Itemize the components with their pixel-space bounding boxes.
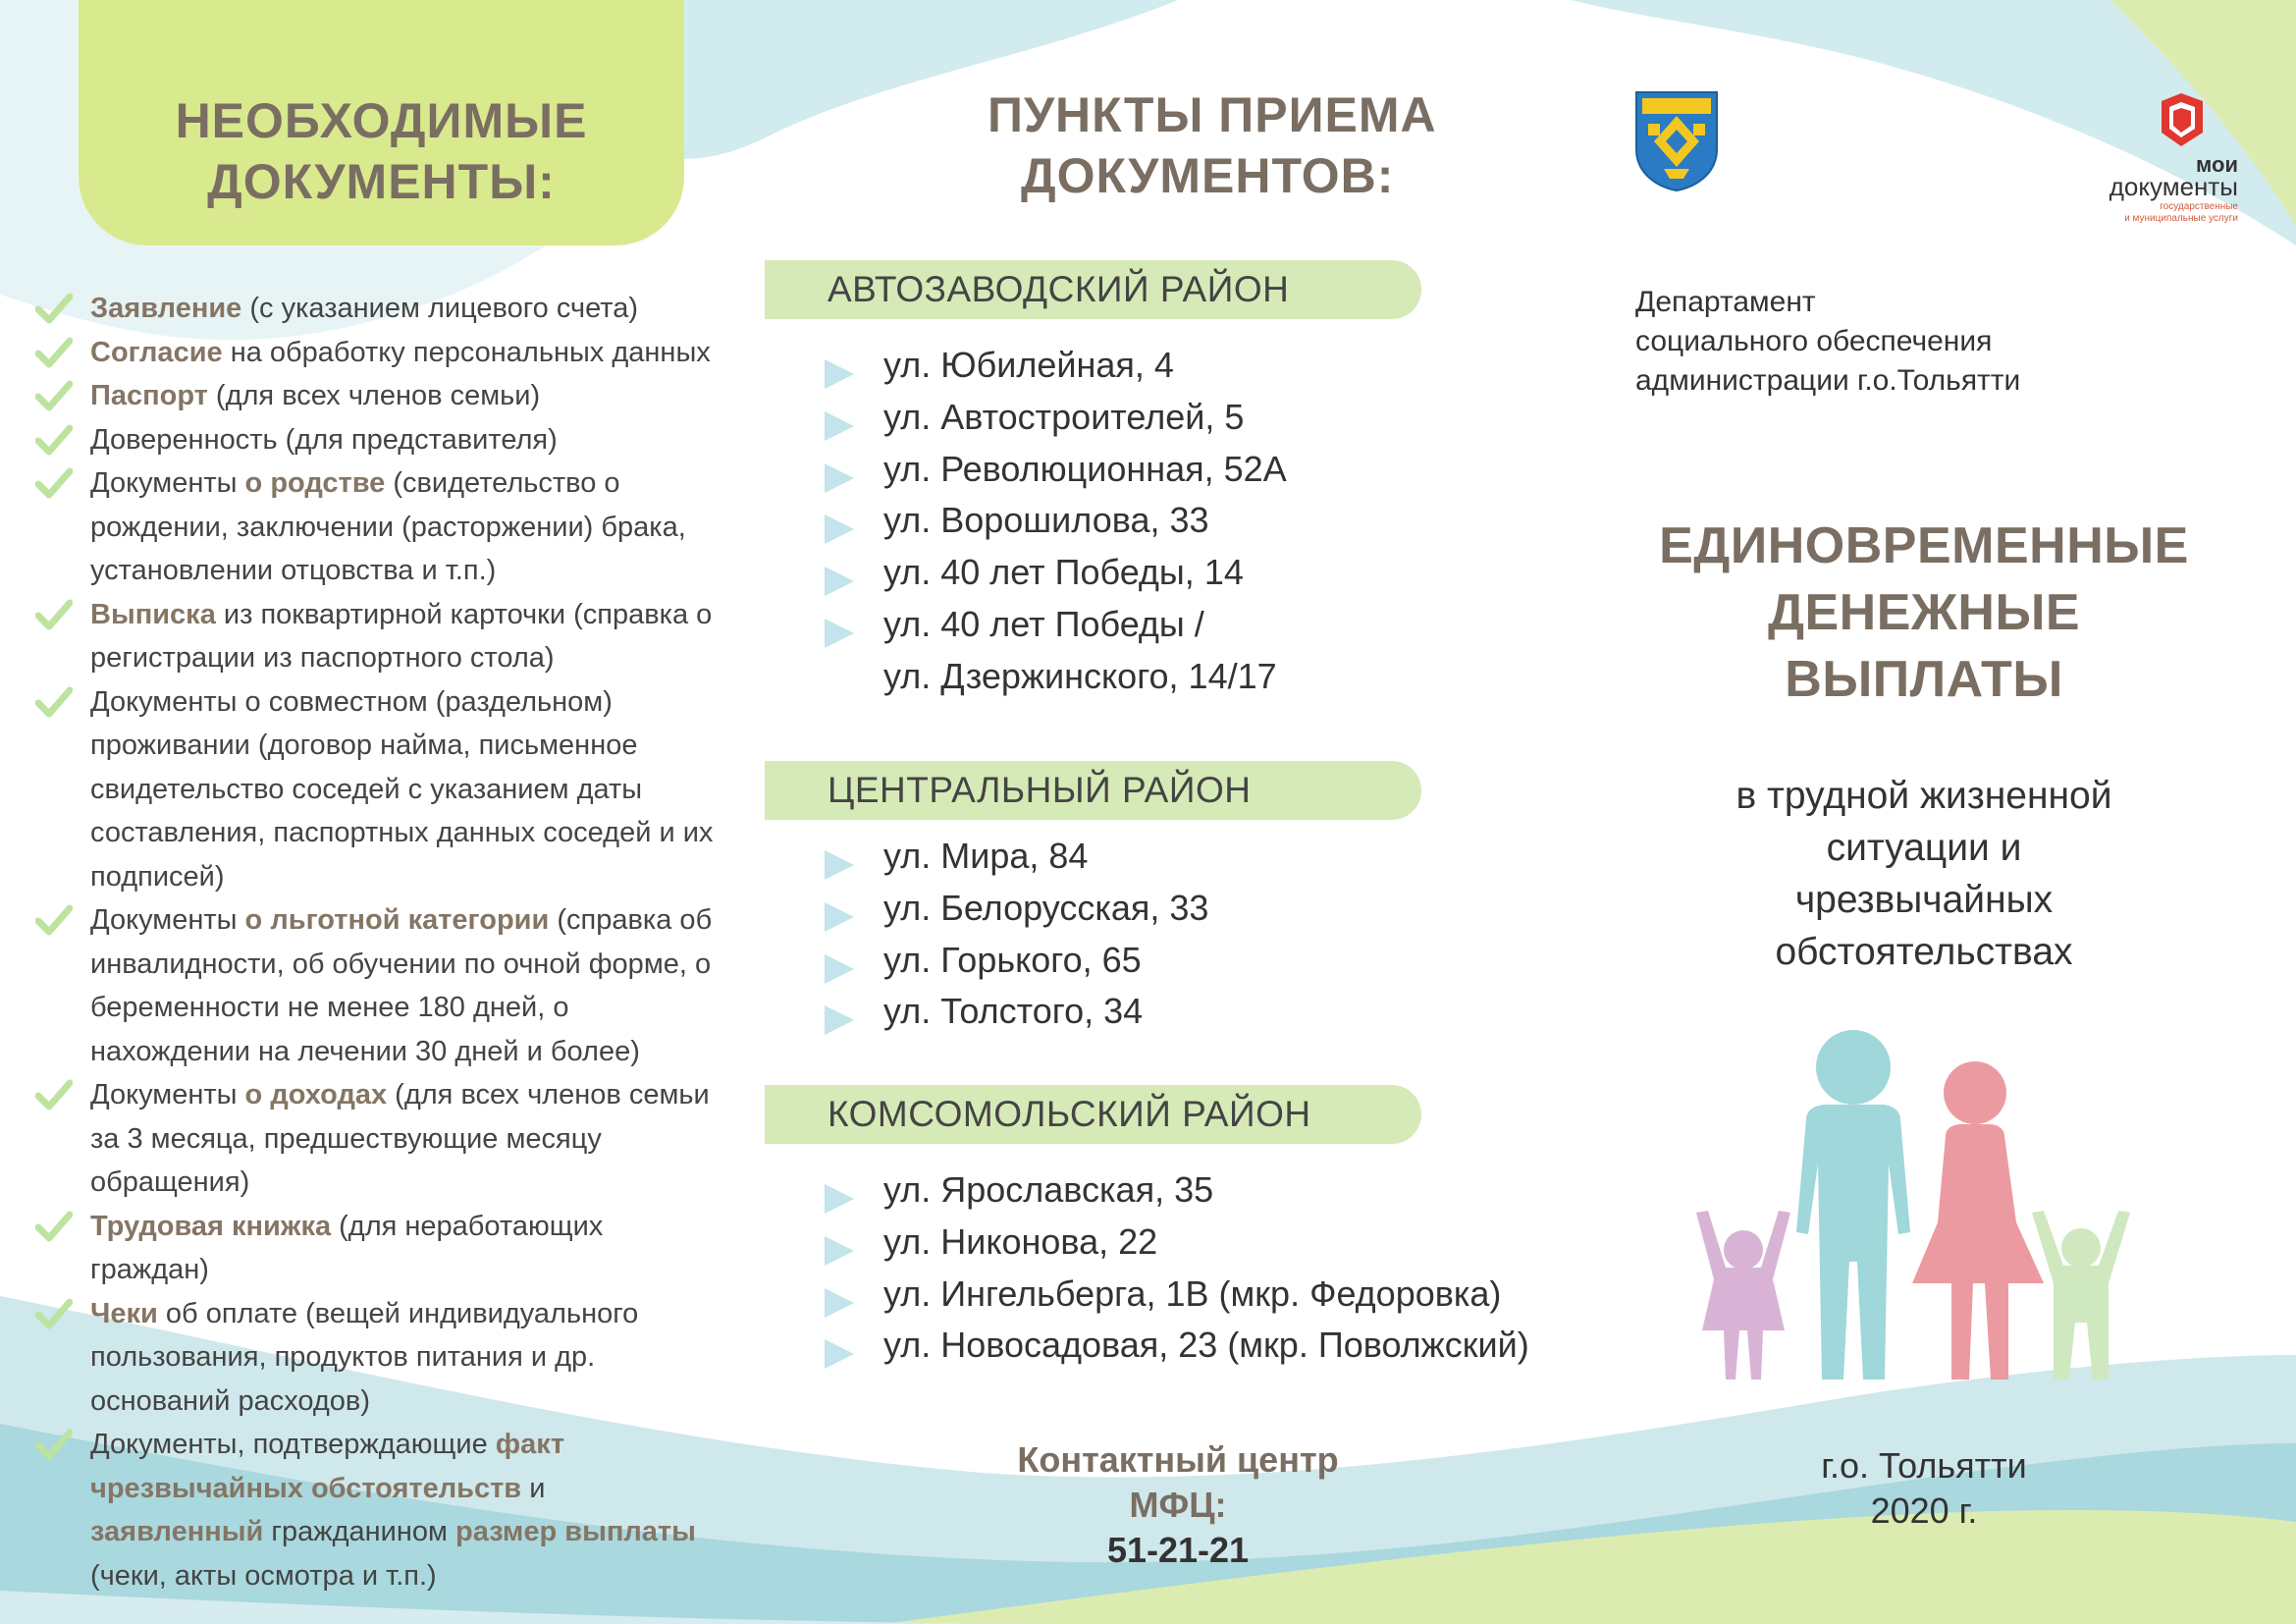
- address-text: ул. Автостроителей, 5: [883, 396, 1245, 437]
- check-icon: [35, 1211, 73, 1242]
- subtitle-line1: в трудной жизненной: [1735, 775, 2112, 817]
- department-line2: социального обеспечения: [1635, 325, 1993, 357]
- doc-item-text: Документы о совместном (раздельном) проживании (договор найма, письменное свидетельство соседей с указанием даты составления, паспортных данных соседей и их подписей): [90, 685, 714, 893]
- doc-item-bold: Выписка: [90, 598, 216, 630]
- check-icon: [35, 1079, 73, 1110]
- doc-item-bold: размер выплаты: [455, 1516, 696, 1547]
- address-item: [823, 986, 1628, 1038]
- my-documents-logo-sub1: государственные: [2160, 201, 2238, 212]
- address-text: ул. Дзержинского, 14/17: [883, 655, 1277, 696]
- address-text: ул. Мира, 84: [883, 836, 1089, 876]
- family-illustration-icon: [1688, 1026, 2140, 1380]
- address-text: ул. Ингельберга, 1В (мкр. Федоровка): [883, 1272, 1502, 1314]
- address-item: [823, 599, 1628, 651]
- arrow-icon: [825, 411, 854, 441]
- doc-item-text: (с указанием лицевого счета): [241, 293, 639, 324]
- arrow-icon: [825, 567, 854, 596]
- city-and-year: [1728, 1443, 2120, 1534]
- check-icon: [35, 599, 73, 630]
- district-header-central: ЦЕНТРАЛЬНЫЙ РАЙОН: [765, 761, 1421, 820]
- check-icon: [35, 467, 73, 499]
- address-list-avtozavodsky: [823, 340, 1628, 703]
- main-title-line1: ЕДИНОВРЕМЕННЫЕ: [1659, 517, 2189, 574]
- doc-item-passport: [35, 374, 722, 418]
- doc-item-text: Документы, подтверждающие: [90, 1429, 496, 1460]
- doc-item-kinship: [35, 461, 722, 593]
- check-icon: [35, 904, 73, 936]
- check-icon: [35, 424, 73, 456]
- doc-item-residence: [35, 680, 722, 899]
- address-list-central: [823, 831, 1628, 1038]
- doc-item-work-book: [35, 1205, 722, 1292]
- doc-item-bold: Заявление: [90, 293, 242, 324]
- contact-center: [962, 1437, 1394, 1573]
- documents-title-line2: ДОКУМЕНТЫ:: [207, 154, 556, 209]
- address-item: [823, 883, 1628, 935]
- subtitle-line3: чрезвычайных: [1794, 879, 2054, 921]
- doc-item-consent: [35, 331, 722, 375]
- doc-item-text: гражданином: [263, 1516, 456, 1547]
- department-name: [1635, 283, 2224, 401]
- arrow-icon: [825, 514, 854, 544]
- doc-item-receipts: [35, 1292, 722, 1424]
- contact-label: Контактный центр: [1017, 1439, 1339, 1480]
- reception-points-title-line1: ПУНКТЫ ПРИЕМА: [988, 87, 1437, 142]
- check-icon: [35, 337, 73, 368]
- address-text: ул. Никонова, 22: [883, 1220, 1158, 1262]
- reception-points-title-line2: ДОКУМЕНТОВ:: [1021, 148, 1395, 203]
- documents-title-line1: НЕОБХОДИМЫЕ: [175, 93, 588, 148]
- doc-item-bold: заявленный: [90, 1516, 264, 1547]
- doc-item-text: (для всех членов семьи за 3 месяца, предшествующие месяцу обращения): [90, 1079, 710, 1198]
- my-documents-logo-top: мои: [2196, 152, 2238, 177]
- doc-item-text: и: [521, 1472, 546, 1504]
- doc-item-text: из поквартирной карточки (справка о регистрации из паспортного стола): [90, 598, 713, 674]
- arrow-icon: [825, 954, 854, 984]
- address-item: [823, 1217, 1628, 1269]
- address-item: [823, 831, 1628, 883]
- doc-item-text: об оплате (вещей индивидуального пользования, продуктов питания и др. оснований расходов): [90, 1297, 639, 1417]
- main-title: [1629, 513, 2218, 713]
- address-text: ул. Юбилейная, 4: [883, 345, 1174, 385]
- doc-item-text: Доверенность (для представителя): [90, 423, 558, 456]
- doc-item-text: (для неработающих граждан): [90, 1210, 604, 1285]
- doc-item-bold: о доходах: [244, 1079, 388, 1110]
- doc-item-emergency-proof: [35, 1423, 722, 1597]
- address-text: ул. Толстого, 34: [883, 991, 1144, 1032]
- department-line3: администрации г.о.Тольятти: [1635, 364, 2021, 397]
- doc-item-text: (чеки, акты осмотра и т.п.): [90, 1559, 437, 1592]
- city-name: г.о. Тольятти: [1821, 1445, 2027, 1486]
- address-item: [823, 1164, 1628, 1217]
- address-list-komsomolsky: [823, 1164, 1628, 1372]
- arrow-icon: [825, 359, 854, 389]
- doc-item-income: [35, 1073, 722, 1205]
- arrow-icon: [825, 902, 854, 932]
- year: 2020 г.: [1870, 1490, 1978, 1531]
- doc-item-text: Документы: [90, 467, 245, 499]
- doc-item-bold: Согласие: [90, 336, 223, 368]
- doc-item-bold: о родстве: [244, 467, 386, 499]
- address-text: ул. Ворошилова, 33: [883, 500, 1209, 541]
- check-icon: [35, 380, 73, 411]
- doc-item-application: [35, 287, 722, 331]
- main-title-line3: ВЫПЛАТЫ: [1785, 651, 2063, 708]
- address-text: ул. Революционная, 52А: [883, 448, 1287, 489]
- my-documents-logo-main: документы: [2109, 172, 2238, 201]
- district-header-komsomolsky: КОМСОМОЛЬСКИЙ РАЙОН: [765, 1085, 1421, 1144]
- address-item: [823, 340, 1628, 392]
- address-item: [823, 935, 1628, 987]
- documents-title: [79, 90, 684, 212]
- address-item: [823, 1320, 1628, 1372]
- address-text: ул. Белорусская, 33: [883, 887, 1209, 928]
- arrow-icon: [825, 850, 854, 880]
- district-header-avtozavodsky: АВТОЗАВОДСКИЙ РАЙОН: [765, 260, 1421, 319]
- arrow-icon: [825, 463, 854, 493]
- check-icon: [35, 686, 73, 718]
- my-documents-logo-icon: [2158, 93, 2207, 146]
- my-documents-logo: [2022, 93, 2238, 231]
- check-icon: [35, 1298, 73, 1329]
- subtitle-line4: обстоятельствах: [1775, 931, 2073, 973]
- city-emblem-icon: [1634, 90, 1719, 192]
- doc-item-bold: Чеки: [90, 1297, 158, 1329]
- address-text: ул. Ярославская, 35: [883, 1169, 1214, 1210]
- doc-item-text: Документы: [90, 1079, 245, 1110]
- doc-item-power-of-attorney: [35, 418, 722, 462]
- address-item: [823, 392, 1628, 444]
- arrow-icon: [825, 1236, 854, 1266]
- address-text: ул. Новосадовая, 23 (мкр. Поволжский): [883, 1325, 1529, 1366]
- address-item-continuation: [823, 651, 1628, 703]
- arrow-icon: [825, 619, 854, 648]
- address-item: [823, 1269, 1628, 1321]
- documents-list: [35, 287, 722, 1597]
- doc-item-text: (для всех членов семьи): [207, 380, 541, 411]
- doc-item-bold: о льготной категории: [244, 904, 550, 936]
- address-text: ул. 40 лет Победы, 14: [883, 552, 1244, 593]
- address-item: [823, 547, 1628, 599]
- arrow-icon: [825, 1339, 854, 1369]
- reception-points-title: [766, 84, 1590, 206]
- check-icon: [35, 1429, 73, 1460]
- my-documents-logo-sub2: и муниципальные услуги: [2124, 213, 2238, 224]
- address-item: [823, 495, 1628, 547]
- address-text: ул. Горького, 65: [883, 939, 1142, 980]
- doc-item-bold: Паспорт: [90, 380, 208, 411]
- doc-item-benefit-category: [35, 898, 722, 1073]
- contact-label-mfc: МФЦ:: [1129, 1485, 1227, 1525]
- department-line1: Департамент: [1635, 286, 1816, 318]
- doc-item-bold: факт чрезвычайных обстоятельств: [90, 1429, 565, 1504]
- contact-phone: 51-21-21: [1106, 1530, 1250, 1570]
- doc-item-text: на обработку персональных данных: [222, 336, 711, 368]
- doc-item-text: (свидетельство о рождении, заключении (расторжении) брака, установлении отцовства и т.п.): [90, 467, 686, 586]
- main-title-line2: ДЕНЕЖНЫЕ: [1767, 584, 2081, 641]
- subtitle-line2: ситуации и: [1826, 827, 2022, 869]
- address-item: [823, 444, 1628, 496]
- doc-item-text: Документы: [90, 904, 245, 936]
- arrow-icon: [825, 1184, 854, 1214]
- address-text: ул. 40 лет Победы /: [883, 603, 1204, 644]
- arrow-icon: [825, 1288, 854, 1318]
- subtitle: [1669, 770, 2179, 978]
- check-icon: [35, 293, 73, 324]
- arrow-icon: [825, 1005, 854, 1035]
- doc-item-bold: Трудовая книжка: [90, 1210, 332, 1242]
- doc-item-extract: [35, 593, 722, 680]
- doc-item-text: (справка об инвалидности, об обучении по очной форме, о беременности не менее 180 дней, о нахождении на лечении 30 дней и более): [90, 904, 713, 1067]
